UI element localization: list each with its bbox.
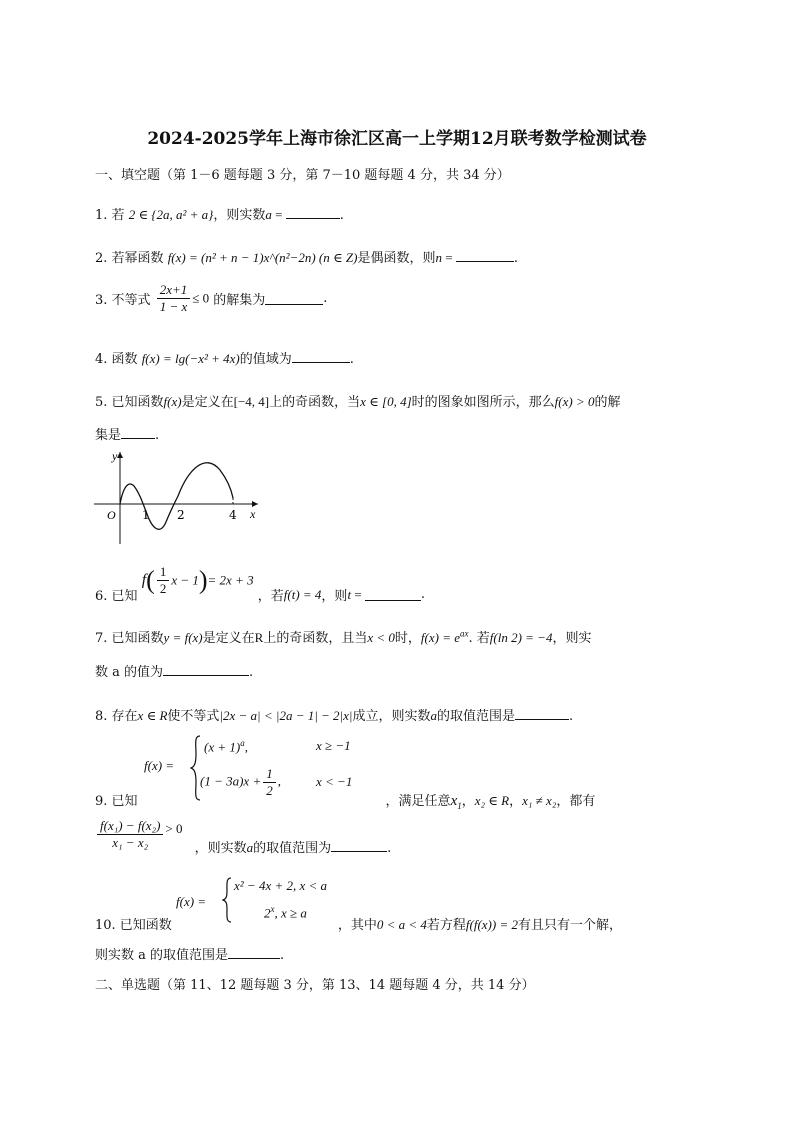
q3-tail: 的解集为 — [213, 293, 266, 308]
q10-answer-blank[interactable] — [228, 946, 280, 959]
q8-answer-blank[interactable] — [515, 707, 569, 720]
q5-interval: [−4, 4] — [233, 394, 270, 409]
q9-dq-num: f(x₁) − f(x₂) — [97, 818, 163, 835]
q9-case2-expr: (1 − 3a)x + — [200, 773, 262, 789]
question-9-line-1 — [95, 790, 595, 811]
q5-cond: x ∈ [0, 4] — [360, 394, 412, 409]
q6-rparen: ) — [198, 565, 208, 595]
q6-cond: f(t) = 4 — [283, 586, 322, 602]
q6-denominator: 2 — [159, 581, 167, 596]
q9-neq: x₁ ≠ x₂ — [522, 793, 557, 808]
q2-var: n — [435, 250, 442, 265]
q9-x2: x₂ ∈ R — [474, 793, 510, 808]
q6-inner: x − 1 — [171, 572, 199, 588]
y-label: y — [112, 449, 118, 463]
q6-var: t — [347, 586, 352, 602]
q10-end: 有且只有一个解， — [517, 918, 622, 933]
question-3: 3. 不等式 $\frac{2x+1}{1 - x}$ ≤ 0 的解集为 . — [95, 282, 328, 314]
q9-x1-var: x — [450, 793, 458, 809]
q7-cond2: f(ln 2) = −4 — [489, 630, 553, 645]
q9-tail2: 的取值范围为 — [253, 841, 332, 856]
q5-lead: 5. 已知函数 — [95, 395, 164, 410]
q6-lead: 6. 已知 — [95, 589, 138, 604]
q8-mid: 使不等式 — [167, 709, 220, 724]
q9-case2-cond: x < −1 — [316, 774, 353, 789]
q6-mid: ，若 — [257, 589, 284, 604]
question-9-line-2 — [95, 818, 392, 856]
q4-tail: 的值域为 — [239, 352, 292, 367]
q7-func: y = f(x) — [163, 630, 203, 645]
tick-2: 2 — [177, 508, 185, 522]
q2-function: f(x) = (n² + n − 1)x^(n²−2n) (n ∈ Z) — [167, 250, 358, 265]
q6-numerator: 1 — [157, 564, 170, 581]
q7-mid1: 是定义在 — [202, 631, 255, 646]
q5-function-graph — [90, 448, 270, 548]
q3-fraction — [157, 282, 191, 315]
q1-eq: = — [271, 207, 286, 222]
q5-f: f(x) — [163, 394, 182, 409]
q1-answer-blank[interactable] — [286, 206, 340, 219]
q1-set: 2 ∈ {2a, a² + a} — [128, 207, 214, 222]
q3-answer-blank[interactable] — [265, 292, 323, 305]
q7-lead: 7. 已知函数 — [95, 631, 164, 646]
q7-answer-blank[interactable] — [163, 663, 249, 676]
q10-case2-cond: , x ≥ a — [274, 905, 307, 921]
tick-4: 4 — [229, 508, 237, 522]
q10-case1: x² − 4x + 2, x < a — [234, 878, 328, 893]
page-title: 2024-2025学年上海市徐汇区高一上学期12月联考数学检测试卷 — [147, 129, 647, 149]
question-5-line-2: 集是 . — [95, 428, 160, 443]
q7-cond: x < 0 — [367, 630, 395, 645]
section-2-heading: 二、单选题（第 11、12 题每题 3 分，第 13、14 题每题 4 分，共 14 分） — [95, 978, 535, 993]
q7-mid3: 时， — [394, 631, 421, 646]
q6-eq: = — [351, 586, 365, 602]
q10-line2: 则实数 a 的取值范围是 — [95, 948, 229, 963]
q9-case2-den: 2 — [266, 783, 273, 798]
q5-end1: 的解 — [594, 395, 621, 410]
q9-case1: $(x + 1)^a$, — [204, 738, 248, 755]
q9-difference-quotient — [97, 818, 163, 851]
origin-label: O — [107, 508, 116, 522]
q3-numerator: 2x+1 — [157, 282, 191, 299]
q9-case2: (1 − 3a)x + $\frac{1}{2}$ , — [200, 766, 281, 798]
q9-var: a — [246, 840, 254, 855]
q8-tail: 成立，则实数 — [352, 709, 431, 724]
q10-eq: f(f(x)) = 2 — [465, 917, 518, 932]
section-1-heading: 一、填空题（第 1－6 题每题 3 分，第 7－10 题每题 4 分，共 34 分） — [95, 168, 510, 183]
question-4: 4. 函数 f(x) = lg(−x² + 4x)的值域为 . — [95, 351, 354, 367]
q7-line2: 数 a 的值为 — [95, 665, 164, 680]
q6-fraction — [157, 564, 170, 597]
q7-expr: f(x) = e — [420, 630, 460, 645]
q9-answer-blank[interactable] — [331, 839, 387, 852]
q7-mid4: . 若 — [468, 631, 490, 646]
q2-eq: = — [441, 250, 456, 265]
q3-lead: 3. 不等式 — [95, 293, 151, 308]
q1-lead: 1. 若 — [95, 208, 125, 223]
q2-answer-blank[interactable] — [456, 249, 514, 262]
q1-tail: ，则实数 — [213, 208, 266, 223]
q5-mid1: 是定义在 — [181, 395, 234, 410]
q2-tail: 是偶函数，则 — [357, 251, 436, 266]
q6-f: f — [141, 571, 147, 589]
q7-R: R — [254, 630, 264, 645]
q5-ineq: f(x) > 0 — [554, 394, 595, 409]
q9-case1-cond: x ≥ −1 — [316, 738, 351, 753]
q5-mid3: 时的图象如图所示，那么 — [411, 395, 555, 410]
q8-var: a — [430, 708, 437, 723]
q10-case2-exp: x — [270, 904, 275, 914]
question-10-line-2: 则实数 a 的取值范围是 . — [95, 948, 285, 963]
x-label: x — [250, 507, 256, 521]
question-6: 6. 已知 f( $\frac{1}{2}$ x − 1)= 2x + 3 ，若f(t) = 4，则t = . — [95, 564, 426, 604]
q8-cond: x ∈ R — [137, 708, 168, 723]
q8-end: 的取值范围是 — [437, 709, 516, 724]
q9-case1-exp: a — [240, 738, 245, 748]
q9-dq-den: x₁ − x₂ — [112, 835, 149, 850]
q10-mid2: 若方程 — [426, 918, 466, 933]
q9-mid2: ， — [461, 794, 475, 809]
question-5-line-1 — [95, 391, 620, 410]
question-8: 8. 存在x ∈ R使不等式|2x − a| < |2a − 1| − 2|x|成立，则实数a的取值范围是 . — [95, 708, 574, 724]
q5-answer-blank[interactable] — [121, 426, 155, 439]
q9-tail: ，则实数 — [194, 841, 247, 856]
q9-case2-num: 1 — [263, 766, 276, 783]
q6-rhs: = 2x + 3 — [207, 572, 254, 588]
q9-mid3: ， — [509, 794, 523, 809]
q10-lhs: f(x) = — [176, 894, 207, 909]
q7-end1: ，则实 — [552, 631, 592, 646]
q9-case1-expr: (x + 1) — [204, 739, 241, 755]
q4-lead: 4. 函数 — [95, 352, 138, 367]
question-7-line-1 — [95, 627, 591, 646]
q6-answer-blank[interactable] — [365, 588, 421, 601]
question-10-line-1 — [95, 914, 622, 933]
tick-1: 1 — [142, 508, 150, 522]
q6-lparen: ( — [146, 565, 155, 595]
q9-mid: ，满足任意 — [385, 794, 451, 809]
question-2: 2. 若幂函数 f(x) = (n² + n − 1)x^(n²−2n) (n ∈ Z)是偶函数，则n = . — [95, 250, 518, 266]
q9-lead: 9. 已知 — [95, 794, 138, 809]
q10-cond: 0 < a < 4 — [376, 917, 427, 932]
q4-function: f(x) = lg(−x² + 4x) — [141, 351, 240, 366]
q5-mid2: 上的奇函数，当 — [269, 395, 361, 410]
q5-line2: 集是 — [95, 428, 122, 443]
q6-tail: ，则 — [321, 589, 348, 604]
question-7-line-2: 数 a 的值为 . — [95, 665, 254, 680]
q8-ineq: |2x − a| < |2a − 1| − 2|x| — [219, 708, 353, 723]
q3-denominator: 1 − x — [159, 299, 188, 314]
q8-lead: 8. 存在 — [95, 709, 138, 724]
question-1: 1. 若 2 ∈ {2a, a² + a}，则实数a = . — [95, 207, 344, 223]
q10-case2-base: 2 — [264, 905, 271, 921]
q1-var: a — [265, 207, 272, 222]
q7-mid2: 上的奇函数，且当 — [263, 631, 368, 646]
q9-end: ，都有 — [556, 794, 596, 809]
q2-lead: 2. 若幂函数 — [95, 251, 164, 266]
q7-exp: ax — [460, 628, 469, 639]
q10-mid: ，其中 — [337, 918, 377, 933]
q9-x1: $x_1$ — [450, 793, 462, 811]
q3-relation: ≤ 0 — [192, 290, 210, 306]
q9-rel: > 0 — [165, 820, 183, 836]
q10-lead: 10. 已知函数 — [95, 918, 172, 933]
q9-tail-group: ，则实数a的取值范围为 . — [194, 840, 392, 856]
q9-lhs: f(x) = — [144, 758, 175, 773]
q4-answer-blank[interactable] — [292, 350, 350, 363]
